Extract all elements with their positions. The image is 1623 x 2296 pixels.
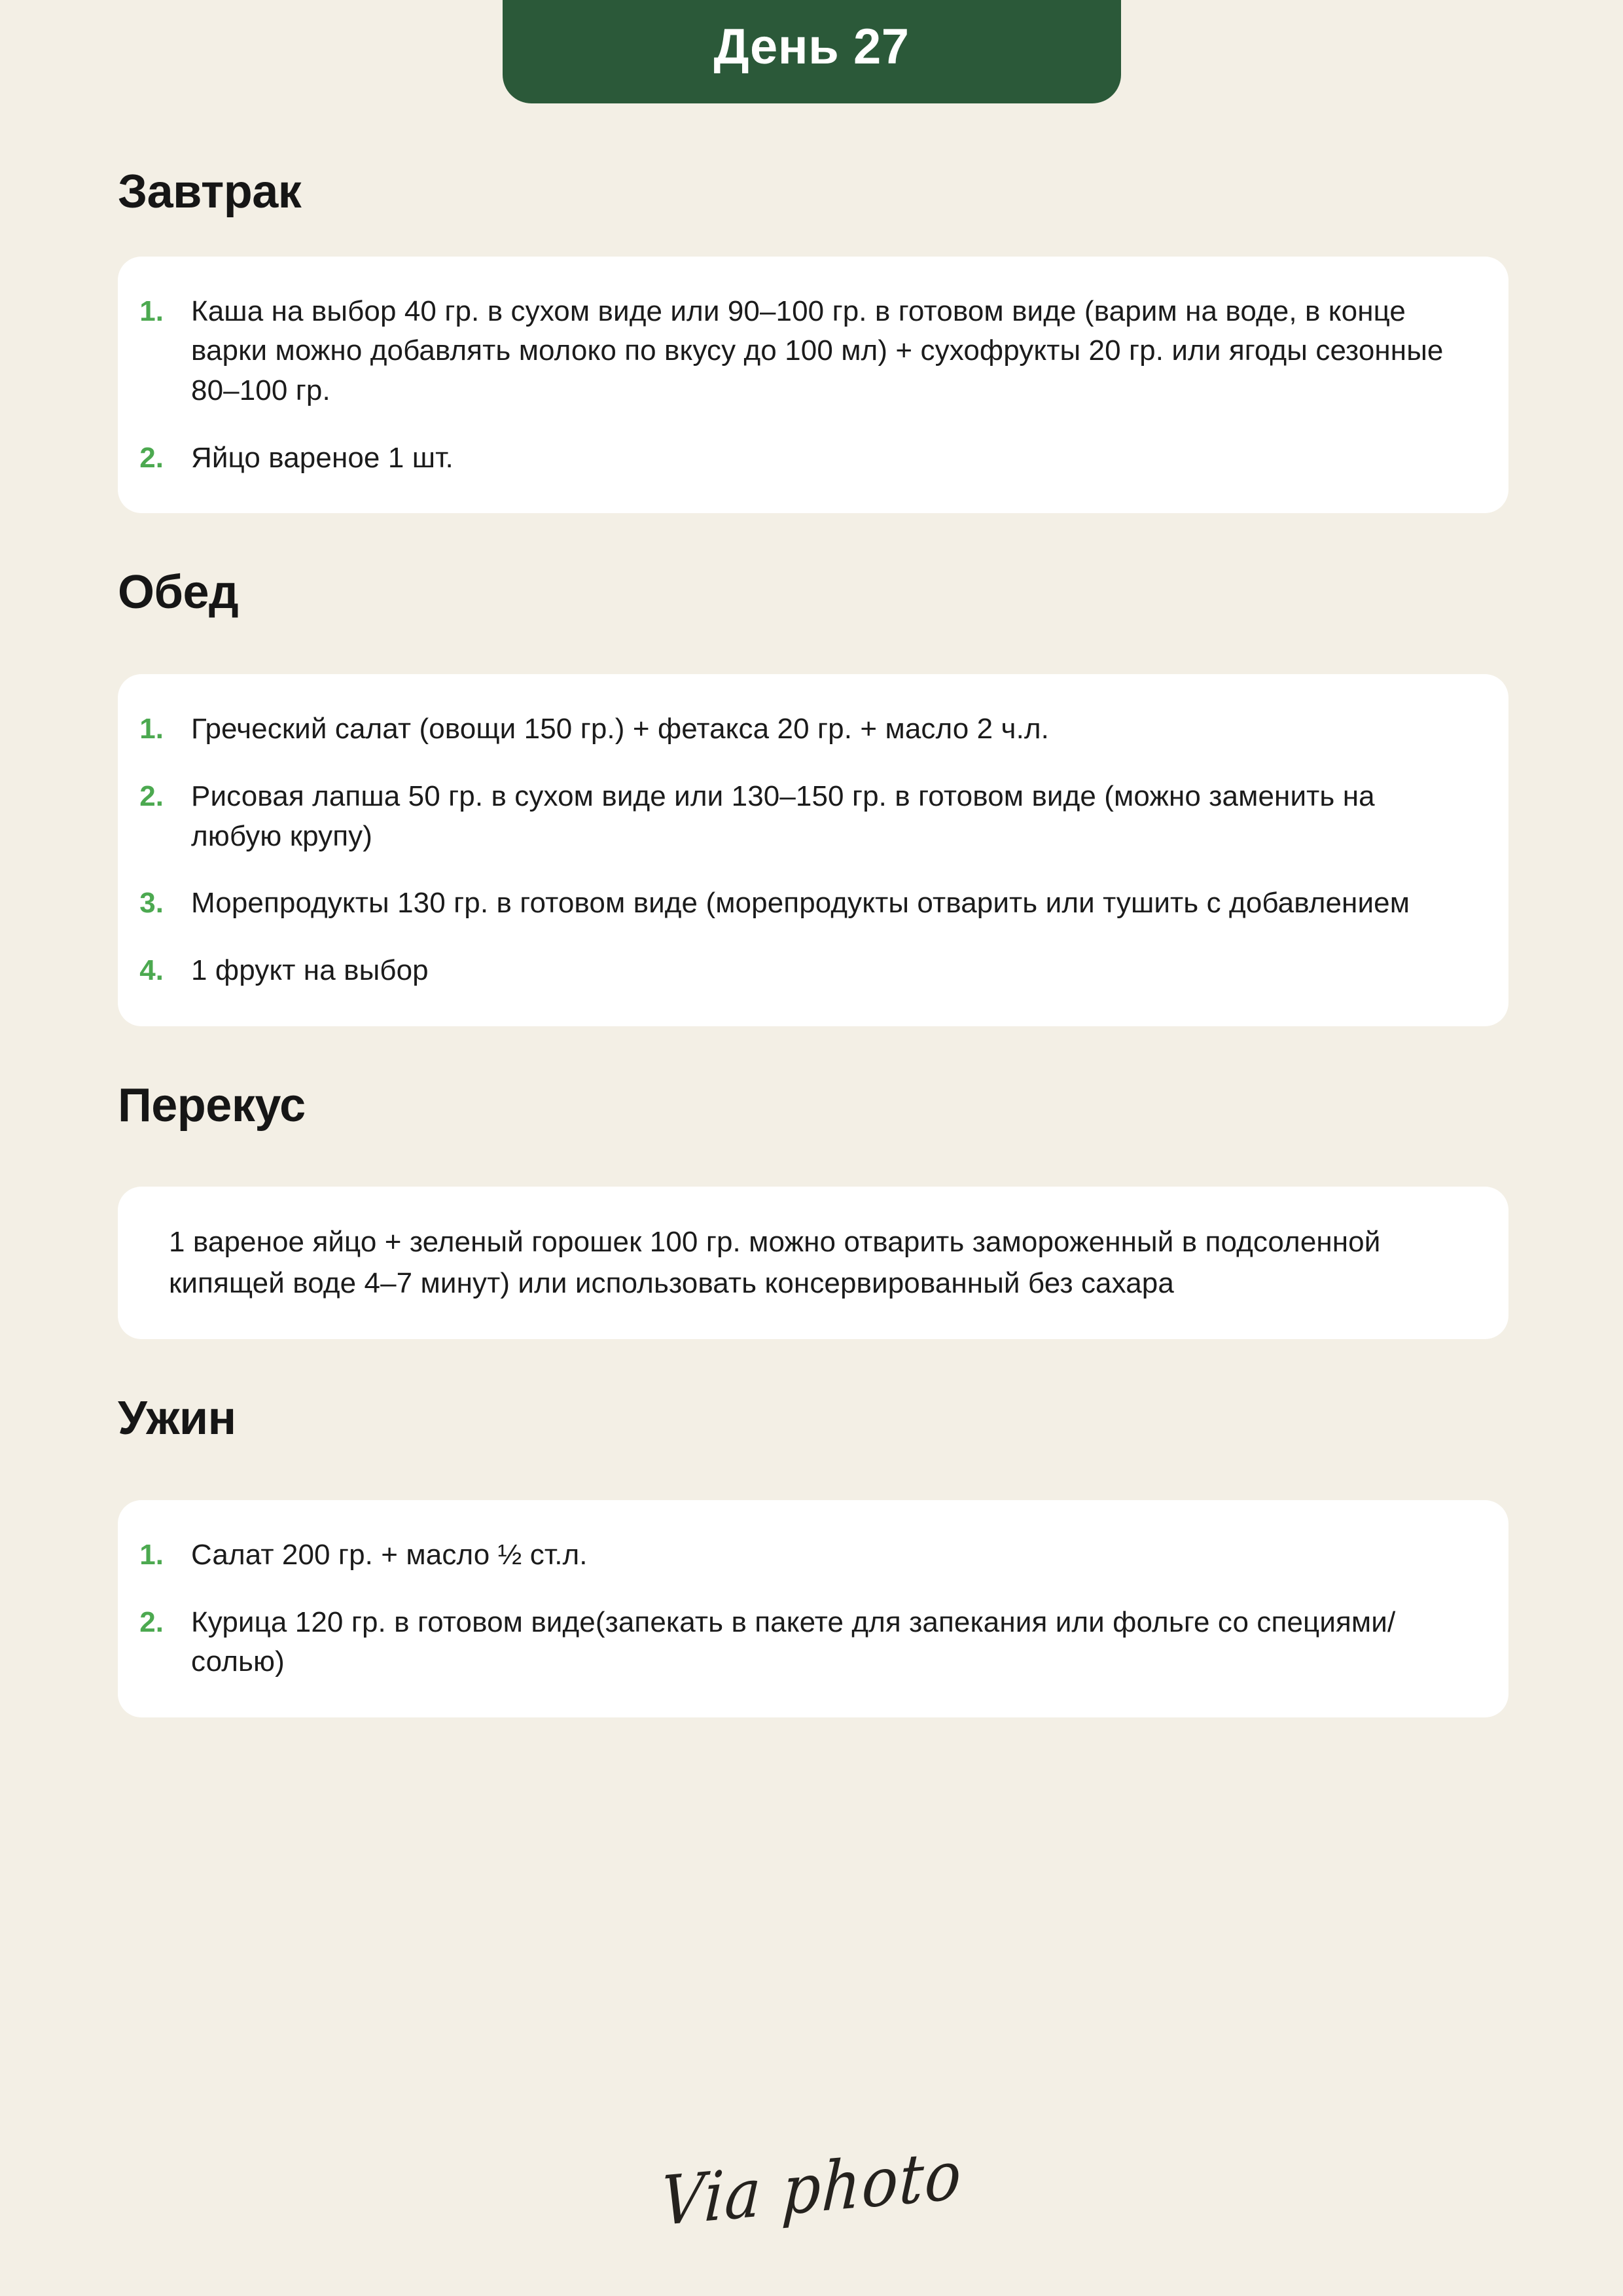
list-item-number: 2. [139,780,164,812]
section-breakfast [118,168,1505,513]
breakfast-item-list [118,292,1457,478]
day-badge-label: День 27 [713,19,910,75]
list-item-text: Греческий салат (овощи 150 гр.) + фетакса 20 гр. + масло 2 ч.л. [191,713,1050,745]
list-item-number: 3. [139,887,164,920]
section-snack [118,1081,1505,1340]
list-item [118,951,1457,991]
spacer [118,513,1505,568]
section-title-lunch: Обед [118,566,239,619]
list-item [118,709,1457,749]
list-item-text: Рисовая лапша 50 гр. в сухом виде или 130–150 гр. в готовом виде (можно заменить на любую крупу) [191,780,1375,852]
dinner-item-list [118,1535,1457,1682]
list-item-number: 2. [139,1605,164,1638]
list-item [118,1603,1457,1682]
section-title-breakfast: Завтрак [118,166,302,218]
list-item-text: Каша на выбор 40 гр. в сухом виде или 90–100 гр. в готовом виде (варим на воде, в конце варки можно добавлять молоко по вкусу до 100 мл) + сухофрукты 20 гр. или ягоды сезонные 80–100 гр. [191,295,1444,407]
list-item-number: 1. [139,1538,164,1571]
section-title-snack: Перекус [118,1079,306,1132]
spacer [118,618,1505,674]
list-item-number: 2. [139,441,164,474]
section-title-dinner: Ужин [118,1392,236,1445]
lunch-item-list [118,709,1457,991]
spacer [118,103,1505,168]
snack-text: 1 вареное яйцо + зеленый горошек 100 гр. можно отварить замороженный в подсоленной кипящей воде 4–7 минут) или использовать консервированный без сахара [169,1226,1381,1299]
list-item-text: Курица 120 гр. в готовом виде(запекать в пакете для запекания или фольге со специями/солью) [191,1605,1396,1678]
card-dinner [118,1500,1508,1717]
day-badge [503,0,1121,103]
list-item [118,292,1457,411]
section-lunch [118,568,1505,1026]
list-item-number: 4. [139,954,164,986]
list-item-text: 1 фрукт на выбор [191,954,429,986]
meal-plan-content [0,103,1623,1717]
list-item [118,777,1457,856]
spacer [118,1130,1505,1187]
card-lunch [118,674,1508,1026]
card-breakfast [118,257,1508,514]
card-snack [118,1187,1508,1339]
spacer [118,1026,1505,1081]
list-item-text: Яйцо вареное 1 шт. [191,441,454,474]
spacer [118,1339,1505,1394]
list-item-text: Морепродукты 130 гр. в готовом виде (морепродукты отварить или тушить с добавлением [191,887,1410,920]
header-bar [0,0,1623,103]
list-item [118,884,1457,924]
spacer [118,217,1505,257]
list-item [118,1535,1457,1575]
list-item-text: Салат 200 гр. + масло ½ ст.л. [191,1538,588,1571]
list-item [118,439,1457,478]
list-item-number: 1. [139,295,164,327]
list-item-number: 1. [139,713,164,745]
spacer [118,1444,1505,1500]
signature-watermark: Via photo [658,2135,965,2241]
footer-watermark [0,2080,1623,2296]
section-dinner [118,1394,1505,1717]
